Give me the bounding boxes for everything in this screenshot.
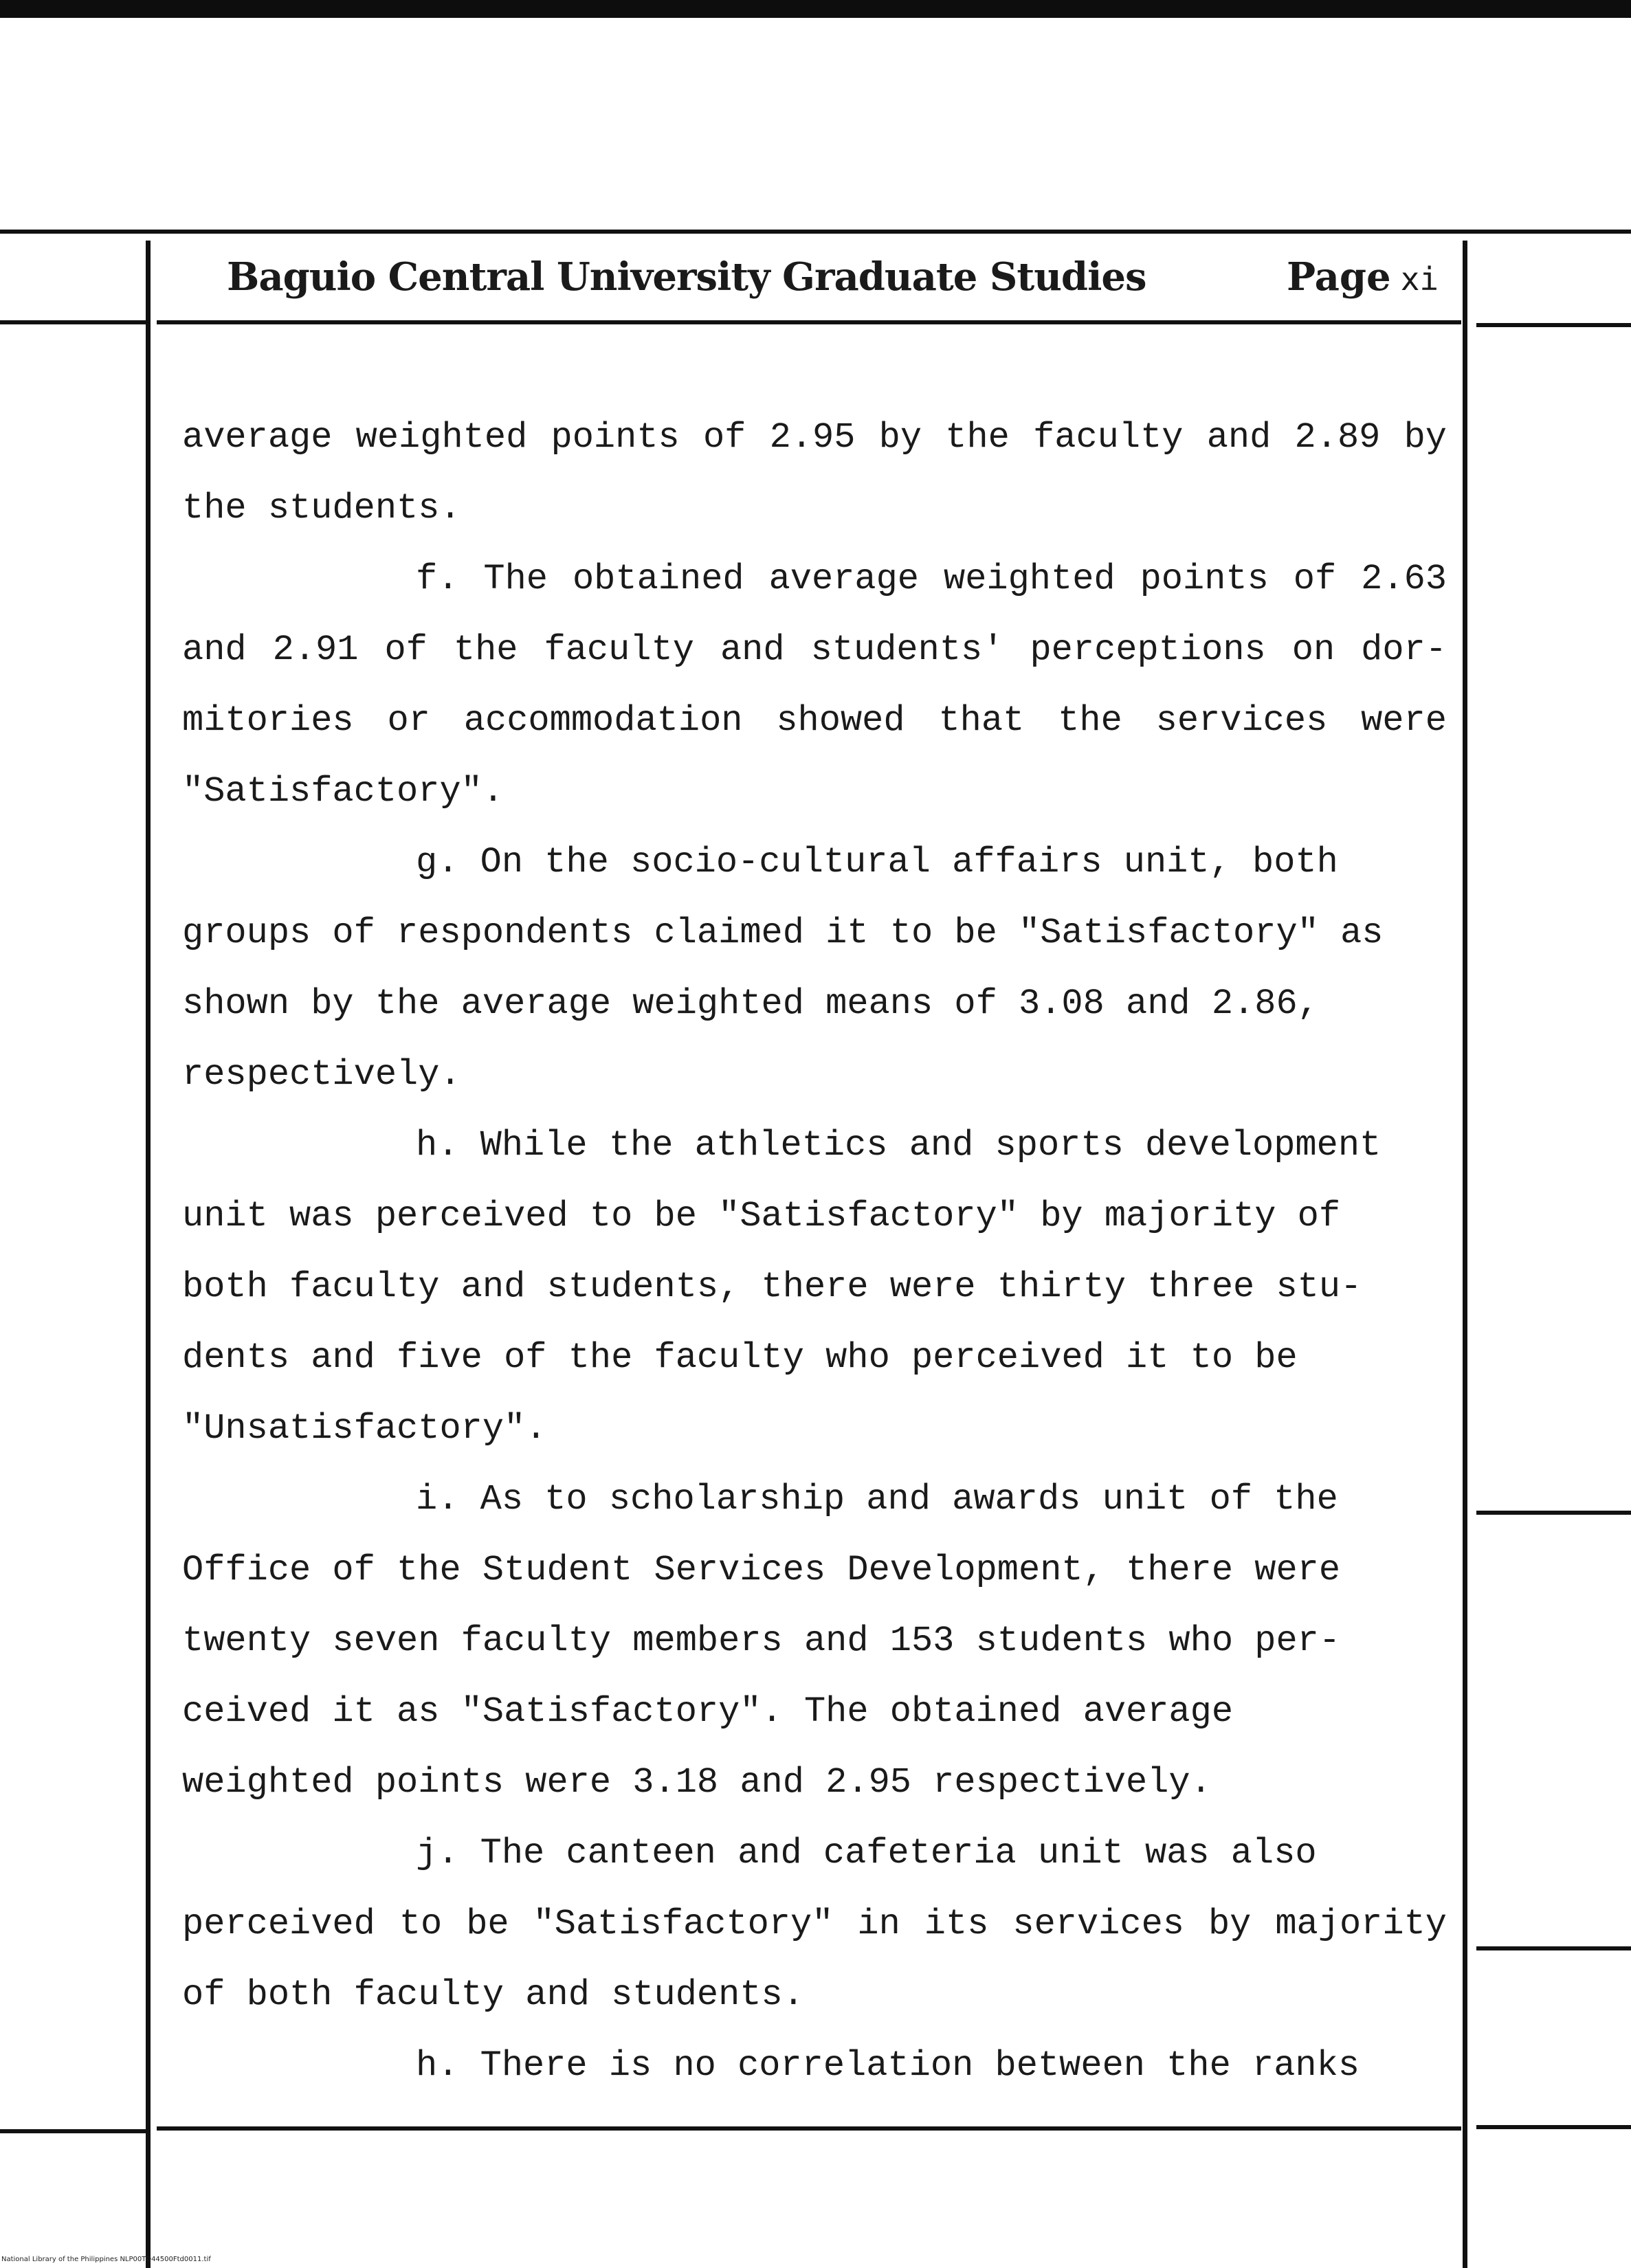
text-line: average weighted points of 2.95 by the faculty and 2.89 by <box>182 417 1447 458</box>
text-line: h. There is no correlation between the ranks <box>416 2045 1360 2086</box>
header-underline-left <box>0 320 147 324</box>
scan-footer-note: National Library of the Philippines NLP00TD44500Ftd0011.tif <box>1 2256 211 2263</box>
footer-rule-center <box>157 2126 1461 2131</box>
header-underline-center <box>157 320 1461 324</box>
text-line: mitories or accommodation showed that the services were <box>182 700 1447 741</box>
page-number: xi <box>1400 260 1439 298</box>
right-margin-rule-2 <box>1476 1946 1631 1950</box>
text-line: both faculty and students, there were thirty three stu- <box>182 1267 1362 1307</box>
text-line: "Unsatisfactory". <box>182 1408 547 1449</box>
header-underline-right <box>1476 323 1631 327</box>
text-line: h. While the athletics and sports development <box>416 1125 1382 1166</box>
text-line: j. The canteen and cafeteria unit was also <box>416 1833 1317 1874</box>
footer-rule-right <box>1476 2125 1631 2129</box>
page-label: Page <box>1287 254 1391 300</box>
text-line: i. As to scholarship and awards unit of the <box>416 1479 1338 1520</box>
text-line: weighted points were 3.18 and 2.95 respectively. <box>182 1762 1212 1803</box>
text-line: the students. <box>182 488 461 529</box>
text-line: shown by the average weighted means of 3.08 and 2.86, <box>182 983 1319 1024</box>
text-line: ceived it as "Satisfactory". The obtained average <box>182 1691 1234 1732</box>
frame-left-rule <box>146 241 151 2268</box>
text-line: respectively. <box>182 1054 461 1095</box>
text-line: unit was perceived to be "Satisfactory" by majority of <box>182 1196 1341 1236</box>
text-line: dents and five of the faculty who perceived it to be <box>182 1337 1298 1378</box>
text-line: perceived to be "Satisfactory" in its services by majority <box>182 1904 1447 1944</box>
right-margin-rule-1 <box>1476 1511 1631 1515</box>
text-line: "Satisfactory". <box>182 771 504 812</box>
frame-right-rule <box>1463 241 1467 2268</box>
footer-rule-left <box>0 2129 147 2133</box>
text-line: Office of the Student Services Development, there were <box>182 1550 1341 1590</box>
top-border-band <box>0 0 1631 18</box>
text-line: groups of respondents claimed it to be "Satisfactory" as <box>182 913 1384 953</box>
text-line: f. The obtained average weighted points of 2.63 <box>416 559 1447 599</box>
page-number-label <box>1287 254 1439 300</box>
text-line: g. On the socio-cultural affairs unit, both <box>416 842 1338 882</box>
frame-top-rule <box>0 230 1631 234</box>
body-text <box>182 402 1447 2101</box>
text-line: and 2.91 of the faculty and students' perceptions on dor- <box>182 630 1447 670</box>
page-header-title: Baguio Central University Graduate Studies <box>227 254 1146 300</box>
text-line: of both faculty and students. <box>182 1975 804 2015</box>
text-line: twenty seven faculty members and 153 students who per- <box>182 1621 1341 1661</box>
